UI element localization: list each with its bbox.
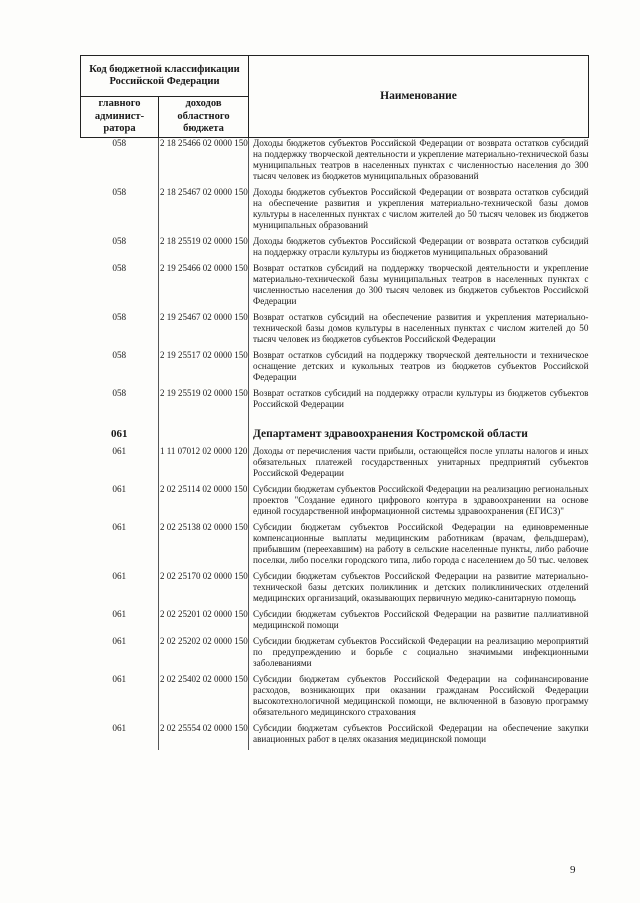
table-row xyxy=(81,446,589,484)
admin-code-cell: 058 xyxy=(81,187,159,236)
admin-code-cell: 061 xyxy=(81,446,159,484)
header-income: доходов областного бюджета xyxy=(159,97,249,138)
admin-code-cell: 058 xyxy=(81,263,159,312)
income-code-cell: 2 02 25201 02 0000 150 xyxy=(159,609,249,636)
income-code-cell: 2 19 25466 02 0000 150 xyxy=(159,263,249,312)
page-number: 9 xyxy=(570,864,576,876)
income-code-cell: 2 19 25519 02 0000 150 xyxy=(159,388,249,415)
table-row xyxy=(81,350,589,388)
income-name-cell: Доходы бюджетов субъектов Российской Федерации от возврата остатков субсидий на поддержку творческой деятельности и укрепление материально-технической базы муниципальных театров в населенных пунктах с численностью населения до 300 тысяч человек из бюджетов муниципальных образований xyxy=(253,137,589,181)
table-row xyxy=(81,312,589,350)
table-row xyxy=(81,137,589,187)
table-row xyxy=(81,609,589,636)
table-row xyxy=(81,484,589,522)
income-code-cell: 2 18 25466 02 0000 150 xyxy=(159,137,249,187)
budget-classification-table xyxy=(80,55,589,750)
admin-code-cell: 061 xyxy=(81,636,159,674)
income-code-cell: 2 02 25138 02 0000 150 xyxy=(159,522,249,571)
admin-code-cell: 061 xyxy=(81,609,159,636)
income-name-cell: Доходы бюджетов субъектов Российской Федерации от возврата остатков субсидий на поддержку отрасли культуры из бюджетов муниципальных образований xyxy=(253,235,589,257)
income-name-cell: Субсидии бюджетам субъектов Российской Федерации на реализацию региональных проектов "Создание единого цифрового контура в здравоохранении на основе единой государственной информационной системы здравоохранения (ЕГИСЗ)" xyxy=(253,483,589,516)
admin-code-cell: 061 xyxy=(81,723,159,750)
table-row xyxy=(81,636,589,674)
admin-code-cell: 058 xyxy=(81,236,159,263)
table-row xyxy=(81,187,589,236)
income-code-cell: 2 02 25202 02 0000 150 xyxy=(159,636,249,674)
income-name-cell: Возврат остатков субсидий на поддержку отрасли культуры из бюджетов субъектов Российской Федерации xyxy=(253,387,589,409)
income-name-cell: Субсидии бюджетам субъектов Российской Федерации на единовременные компенсационные выплаты медицинским работникам (врачам, фельдшерам), прибывшим (переехавшим) на работу в сельские населенные пункты, либо рабочие поселки, либо поселки городского типа, либо города с населением до 50 тыс. человек xyxy=(253,521,589,565)
income-name-cell: Субсидии бюджетам субъектов Российской Федерации на развитие паллиативной медицинской помощи xyxy=(253,608,589,630)
admin-code-cell: 061 xyxy=(81,522,159,571)
table-row xyxy=(81,236,589,263)
admin-code-cell: 061 xyxy=(81,484,159,522)
admin-code-cell: 061 xyxy=(81,415,159,446)
table-row xyxy=(81,723,589,750)
admin-code-cell: 058 xyxy=(81,137,159,187)
table-body xyxy=(81,137,589,750)
table-row xyxy=(81,522,589,571)
income-code-cell: 2 02 25402 02 0000 150 xyxy=(159,674,249,723)
income-name-cell: Возврат остатков субсидий на поддержку творческой деятельности и укрепление материально-технической базы муниципальных театров в населенных пунктах с численностью населения до 300 тысяч человек из бюджетов субъектов Российской Федерации xyxy=(253,262,589,306)
header-group-title: Код бюджетной классификации Российской Федерации xyxy=(81,56,249,97)
admin-code-cell: 058 xyxy=(81,350,159,388)
header-admin: главного админист-ратора xyxy=(81,97,159,138)
admin-code-cell: 058 xyxy=(81,312,159,350)
income-name-cell: Субсидии бюджетам субъектов Российской Федерации на развитие материально-технической базы детских поликлиник и детских поликлинических отделений медицинских организаций, оказывающих первичную медико-санитарную помощь xyxy=(253,570,589,603)
income-code-cell xyxy=(159,415,249,446)
income-name-cell: Департамент здравоохранения Костромской области xyxy=(253,427,528,440)
income-name-cell: Субсидии бюджетам субъектов Российской Федерации на реализацию мероприятий по предупреждению и борьбе с социально значимыми инфекционными заболеваниями xyxy=(253,635,589,668)
income-name-cell: Возврат остатков субсидий на поддержку творческой деятельности и техническое оснащение детских и кукольных театров из бюджетов субъектов Российской Федерации xyxy=(253,349,589,382)
admin-code-cell: 058 xyxy=(81,388,159,415)
income-code-cell: 2 02 25170 02 0000 150 xyxy=(159,571,249,609)
income-code-cell: 2 18 25467 02 0000 150 xyxy=(159,187,249,236)
income-name-cell: Субсидии бюджетам субъектов Российской Федерации на обеспечение закупки авиационных работ в целях оказания медицинской помощи xyxy=(253,722,589,744)
income-name-cell: Доходы бюджетов субъектов Российской Федерации от возврата остатков субсидий на обеспечение развития и укрепления материально-технической базы домов культуры в населенных пунктах с числом жителей до 50 тысяч человек из бюджетов муниципальных образований xyxy=(253,186,589,230)
income-code-cell: 2 18 25519 02 0000 150 xyxy=(159,236,249,263)
table-row xyxy=(81,263,589,312)
department-heading-row xyxy=(81,415,589,446)
income-code-cell: 1 11 07012 02 0000 120 xyxy=(159,446,249,484)
table-row xyxy=(81,674,589,723)
admin-code-cell: 061 xyxy=(81,674,159,723)
table-row xyxy=(81,388,589,415)
income-code-cell: 2 19 25467 02 0000 150 xyxy=(159,312,249,350)
table-header-row xyxy=(81,56,589,97)
table-row xyxy=(81,571,589,609)
income-name-cell: Доходы от перечисления части прибыли, остающейся после уплаты налогов и иных обязательных платежей государственных унитарных предприятий субъектов Российской Федерации xyxy=(253,445,589,478)
income-code-cell: 2 19 25517 02 0000 150 xyxy=(159,350,249,388)
income-code-cell: 2 02 25114 02 0000 150 xyxy=(159,484,249,522)
income-name-cell: Субсидии бюджетам субъектов Российской Федерации на софинансирование расходов, возникающих при оказании гражданам Российской Федерации высокотехнологичной медицинской помощи, не включенной в базовую программу обязательного медицинского страхования xyxy=(253,673,589,717)
header-name: Наименование xyxy=(249,56,589,138)
income-name-cell: Возврат остатков субсидий на обеспечение развития и укрепления материально-технической базы домов культуры в населенных пунктах с числом жителей до 50 тысяч человек из бюджетов субъектов Российской Федерации xyxy=(253,311,589,344)
income-code-cell: 2 02 25554 02 0000 150 xyxy=(159,723,249,750)
admin-code-cell: 061 xyxy=(81,571,159,609)
